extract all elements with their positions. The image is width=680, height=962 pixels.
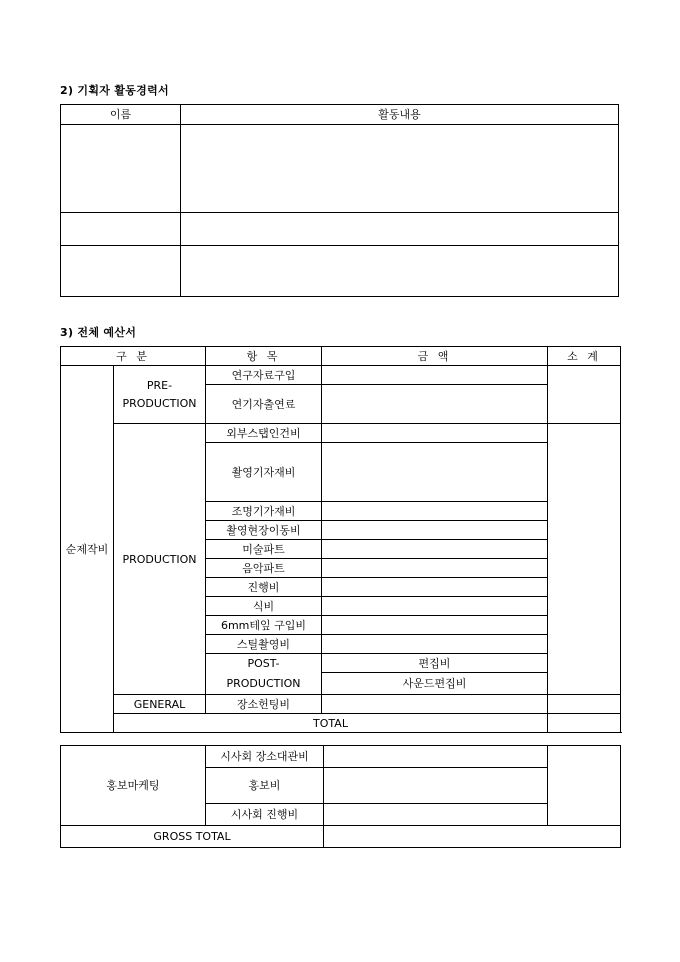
- total-amount-cell[interactable]: [548, 714, 621, 733]
- amount-cell[interactable]: [322, 597, 548, 616]
- item-screening-progress: 시사회 진행비: [206, 804, 324, 826]
- item-editing: 편집비: [322, 654, 548, 673]
- content-cell[interactable]: [181, 246, 619, 297]
- item-location-hunting: 장소헌팅비: [206, 695, 322, 714]
- item-actor-fees: 연기자출연료: [206, 385, 322, 424]
- item-lighting-equipment: 조명기가재비: [206, 502, 322, 521]
- item-tape: 6mm테잎 구입비: [206, 616, 322, 635]
- amount-cell[interactable]: [324, 768, 548, 804]
- amount-cell[interactable]: [322, 578, 548, 597]
- marketing-table: [60, 745, 621, 848]
- amount-cell[interactable]: [322, 540, 548, 559]
- activity-career-table: [60, 104, 619, 297]
- item-camera-equipment: 촬영기자재비: [206, 443, 322, 502]
- category-net-production-cost: 순제작비: [61, 366, 114, 733]
- item-meals: 식비: [206, 597, 322, 616]
- amount-cell[interactable]: [322, 385, 548, 424]
- amount-cell[interactable]: [322, 502, 548, 521]
- group-general: GENERAL: [114, 695, 206, 714]
- section-3-heading: 3) 전체 예산서: [60, 326, 137, 339]
- group-production: PRODUCTION: [114, 424, 206, 695]
- item-promotion: 홍보비: [206, 768, 324, 804]
- section-2-heading: 2) 기획자 활동경력서: [60, 84, 169, 97]
- gross-total-label: GROSS TOTAL: [61, 826, 324, 848]
- subtotal-cell[interactable]: [548, 695, 621, 714]
- amount-cell[interactable]: [322, 443, 548, 502]
- item-progress: 진행비: [206, 578, 322, 597]
- name-cell[interactable]: [61, 246, 181, 297]
- budget-table: [60, 346, 621, 733]
- item-music: 음악파트: [206, 559, 322, 578]
- group-pre-production: PRE- PRODUCTION: [114, 366, 206, 424]
- subtotal-cell[interactable]: [548, 424, 621, 695]
- content-cell[interactable]: [181, 213, 619, 246]
- header-subtotal: 소 계: [548, 347, 621, 366]
- subtotal-cell[interactable]: [548, 366, 621, 424]
- item-art: 미술파트: [206, 540, 322, 559]
- col-header-content: 활동내용: [181, 105, 619, 125]
- header-item: 항 목: [206, 347, 322, 366]
- header-amount: 금 액: [322, 347, 548, 366]
- amount-cell[interactable]: [324, 804, 548, 826]
- col-header-name: 이름: [61, 105, 181, 125]
- item-sound-editing: 사운드편집비: [322, 673, 548, 695]
- subtotal-cell[interactable]: [548, 746, 621, 826]
- amount-cell[interactable]: [322, 366, 548, 385]
- amount-cell[interactable]: [324, 746, 548, 768]
- amount-cell[interactable]: [322, 521, 548, 540]
- item-venue-rental: 시사회 장소대관비: [206, 746, 324, 768]
- amount-cell[interactable]: [322, 635, 548, 654]
- content-cell[interactable]: [181, 125, 619, 213]
- amount-cell[interactable]: [322, 695, 548, 714]
- item-outside-staff: 외부스탭인건비: [206, 424, 322, 443]
- item-research-materials: 연구자료구입: [206, 366, 322, 385]
- name-cell[interactable]: [61, 213, 181, 246]
- header-division: 구 분: [61, 347, 206, 366]
- item-still-photo: 스틸촬영비: [206, 635, 322, 654]
- amount-cell[interactable]: [322, 616, 548, 635]
- total-label: TOTAL: [114, 714, 548, 733]
- amount-cell[interactable]: [322, 559, 548, 578]
- marketing-label: 홍보마케팅: [61, 746, 206, 826]
- name-cell[interactable]: [61, 125, 181, 213]
- amount-cell[interactable]: [322, 424, 548, 443]
- group-post-production: POST- PRODUCTION: [206, 654, 322, 695]
- gross-total-amount-cell[interactable]: [324, 826, 621, 848]
- item-location-travel: 촬영현장이동비: [206, 521, 322, 540]
